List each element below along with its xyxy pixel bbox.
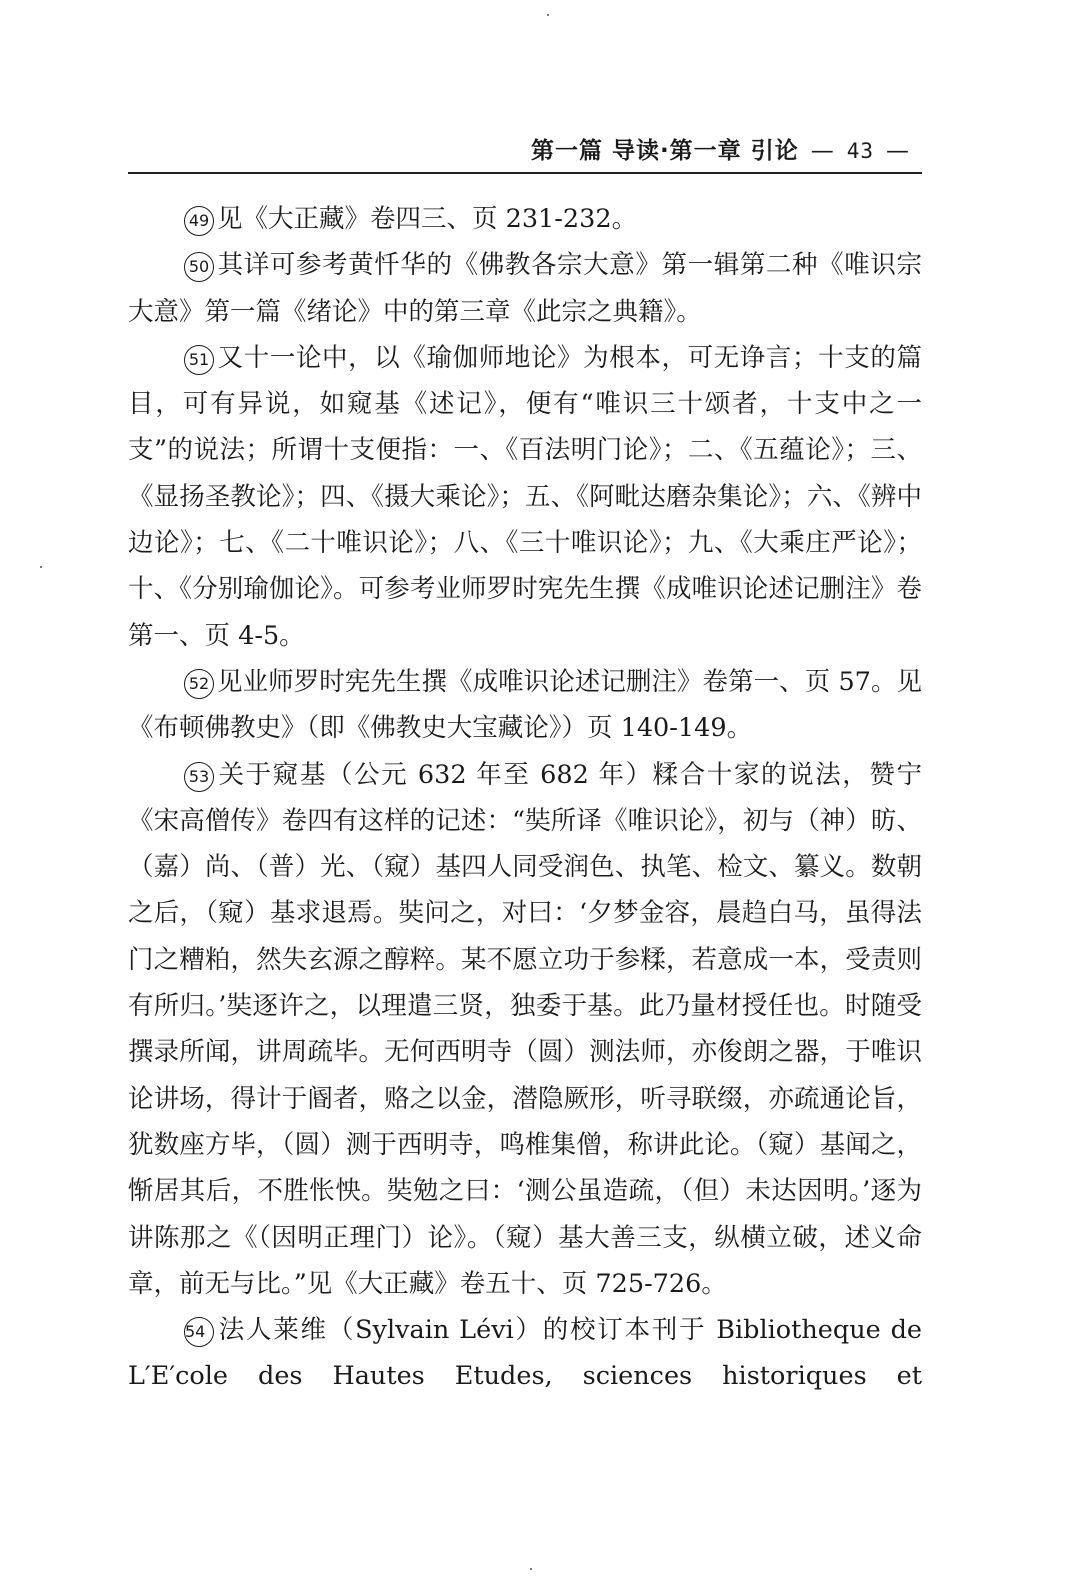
endnote (128, 1307, 922, 1400)
note-text: 法人莱维（Sylvain Lévi）的校订本刊于 Bibliotheque de L′E′cole des Hautes Etudes, sciences historiques et (128, 1315, 922, 1392)
running-header (128, 136, 922, 170)
note-text: 其详可参考黄忏华的《佛教各宗大意》第一辑第二种《唯识宗大意》第一篇《绪论》中的第三章《此宗之典籍》。 (128, 250, 922, 327)
note-number-badge: 49 (184, 206, 214, 236)
page-number: 43 (846, 139, 874, 163)
note-number-badge: 52 (184, 669, 214, 699)
endnote (128, 752, 922, 1308)
note-number-badge: 54 (184, 1317, 214, 1347)
note-text: 又十一论中，以《瑜伽师地论》为根本，可无诤言；十支的篇目，可有异说，如窥基《述记》，便有“唯识三十颂者，十支中之一支”的说法；所谓十支便指：一、《百法明门论》；二、《五蕴论》；三、《显扬圣教论》；四、《摄大乘论》；五、《阿毗达磨杂集论》；六、《辨中边论》；七、《二十唯识论》；八、《三十唯识论》；九、《大乘庄严论》；十、《分别瑜伽论》。可参考业师罗时宪先生撰《成唯识论述记删注》卷第一、页 4-5。 (128, 342, 922, 651)
note-text: 见业师罗时宪先生撰《成唯识论述记删注》卷第一、页 57。见《布顿佛教史》（即《佛教史大宝藏论》）页 140-149。 (128, 666, 922, 744)
note-number-badge: 51 (184, 345, 214, 375)
note-number-badge: 50 (184, 252, 214, 282)
header-rule (128, 172, 922, 174)
note-text: 见《大正藏》卷四三、页 231-232。 (217, 204, 638, 234)
header-title: 第一篇 导读·第一章 引论 (530, 138, 799, 164)
endnote (128, 242, 922, 335)
header-dash-left: — (810, 138, 835, 164)
note-number-badge: 53 (184, 762, 214, 792)
endnote (128, 335, 922, 659)
scan-speck (530, 1568, 532, 1570)
endnote (128, 659, 922, 752)
scan-speck (547, 14, 549, 16)
endnote (128, 196, 922, 242)
header-dash-right: — (886, 138, 910, 164)
scan-speck (40, 566, 42, 568)
endnotes (128, 196, 922, 1400)
note-text: 关于窥基（公元 632 年至 682 年）糅合十家的说法，赞宁《宋高僧传》卷四有这样的记述：“奘所译《唯识论》，初与（神）昉、（嘉）尚、（普）光、（窥）基四人同受润色、执笔、检文、纂义。数朝之后，（窥）基求退焉。奘问之，对曰：‘夕梦金容，晨趋白马，虽得法门之糟粕，然失玄源之醇粹。某不愿立功于参糅，若意成一本，受责则有所归。’奘逐许之，以理遣三贤，独委于基。此乃量材授任也。时随受撰录所闻，讲周疏毕。无何西明寺（圆）测法师，亦俊朗之器，于唯识论讲场，得计于阍者，赂之以金，潜隐厥形，听寻联缀，亦疏通论旨，犹数座方毕，（圆）测于西明寺，鸣椎集僧，称讲此论。（窥）基闻之，惭居其后，不胜怅怏。奘勉之曰：‘测公虽造疏，（但）未达因明。’逐为讲陈那之《（因明正理门）论》。（窥）基大善三支，纵横立破，述义命章，前无与比。”见《大正藏》卷五十、页 725-726。 (128, 759, 922, 1299)
